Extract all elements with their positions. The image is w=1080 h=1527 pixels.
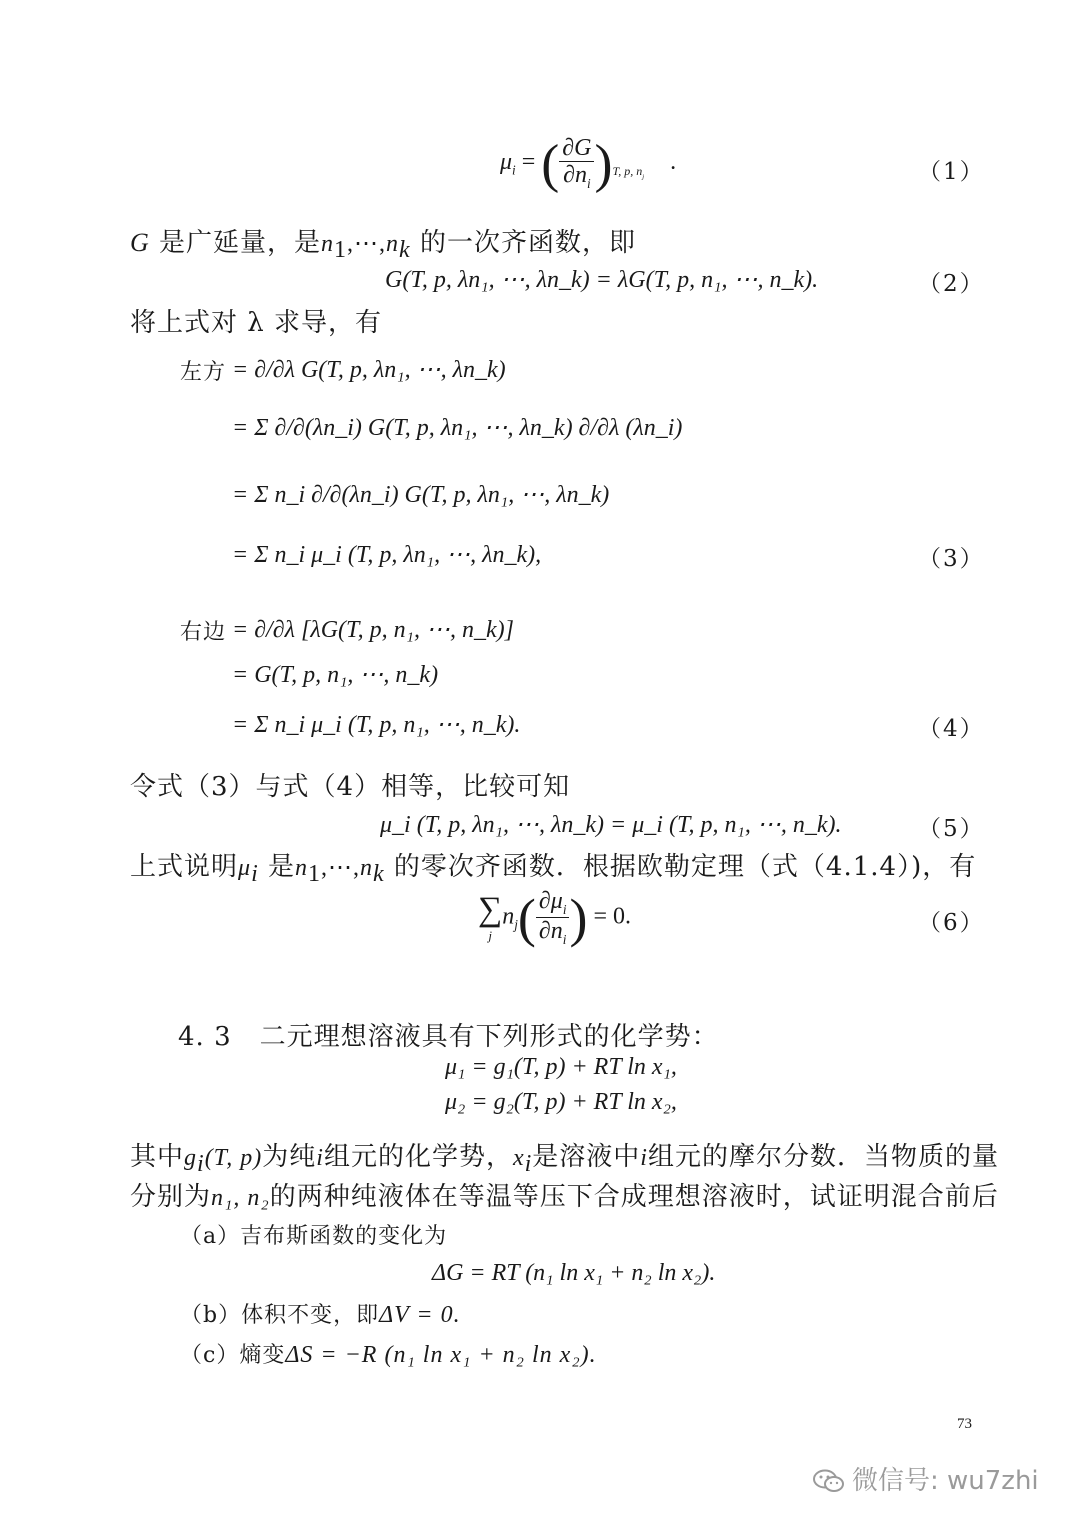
equation-3-label	[180, 355, 226, 386]
eq1-numerator: ∂G	[559, 135, 594, 162]
para1-ellipsis: ,⋯,	[347, 231, 387, 257]
para4-text-g: 的零次齐函数．根据欧勒定理（式（4.1.4）)，有	[384, 852, 977, 882]
body1-x: x	[512, 1145, 525, 1171]
body2-a: 分别为	[130, 1182, 212, 1212]
body1-h: 是溶液中	[532, 1142, 641, 1172]
para4-n1-sub: 1	[308, 861, 321, 888]
eq4-right-label: 右边	[180, 620, 227, 645]
wechat-icon	[812, 1469, 846, 1493]
item-a-label: （a）吉布斯函数的变化为	[180, 1224, 448, 1249]
paragraph-1	[130, 222, 636, 264]
para1-n1-sub: 1	[334, 237, 348, 264]
body1-j: 组元的摩尔分数．当物质的量	[647, 1142, 999, 1172]
para4-nk: n	[360, 855, 373, 881]
para4-mu: μ	[238, 855, 252, 881]
paragraph-3: 令式（3）与式（4）相等，比较可知	[130, 772, 571, 802]
para1-nk-sub: k	[399, 237, 411, 264]
equation-6: ∑ j $n_j$( $\frac{\partial\mu_i}{\partial n_i}$ ) = 0.	[478, 887, 632, 948]
problem-heading	[178, 1016, 719, 1053]
eq4-number: （4）	[918, 716, 985, 742]
eq6-rest: = 0.	[587, 903, 632, 930]
eq1-condition-sub: j	[642, 173, 645, 181]
para1-text-b: 的一次齐函数，即	[410, 228, 636, 258]
eq3-left-label: 左方	[180, 360, 227, 385]
eq4-line-3: = Σ n_i μ_i (T, p, n₁, ⋯, n_k).	[232, 712, 521, 738]
item-b-equation: ΔV = 0.	[379, 1302, 461, 1328]
body1-i1: i	[316, 1145, 324, 1171]
item-b-label: （b）体积不变，即	[180, 1303, 380, 1328]
eq6-sum-index: j	[488, 928, 492, 944]
para1-n1: n	[321, 231, 335, 257]
paragraph-2: 将上式对 λ 求导，有	[130, 308, 383, 338]
eq1-condition: T, p, n	[612, 163, 643, 178]
eq6-n-sub: j	[514, 917, 518, 933]
para1-nk: n	[386, 231, 400, 257]
eq6-numerator: ∂μ	[538, 888, 563, 914]
para4-text-c: 是	[258, 852, 295, 882]
eq1-mu-sub: i	[512, 162, 516, 178]
item-a-equation: ΔG = RT (n₁ ln x₁ + n₂ ln x₂).	[432, 1260, 716, 1286]
equation-1: $\mu_i$ = ( $\frac{\partial G}{\partial n_i}$ )$_{T, p, n_j}$ .	[500, 133, 677, 194]
item-c-label: （c）熵变	[180, 1343, 286, 1368]
eq3-number: （3）	[918, 546, 985, 572]
paragraph-4	[130, 846, 976, 888]
eq2-number: （2）	[918, 271, 985, 297]
eq1-number: （1）	[918, 159, 985, 185]
page-number: 73	[957, 1416, 972, 1432]
body1-a: 其中	[130, 1142, 185, 1172]
para1-G: G	[130, 228, 150, 257]
equation-2: G(T, p, λn₁, ⋯, λn_k) = λG(T, p, n₁, ⋯, n_k).	[385, 267, 819, 293]
eq3-line-3: = Σ n_i ∂/∂(λn_i) G(T, p, λn₁, ⋯, λn_k)	[232, 482, 610, 508]
body1-x-sub: i	[524, 1151, 533, 1178]
eq6-n: n	[502, 903, 515, 930]
eq6-number: （6）	[918, 910, 985, 936]
eq3-line-2: = Σ ∂/∂(λn_i) G(T, p, λn₁, ⋯, λn_k) ∂/∂λ (λn_i)	[232, 415, 683, 441]
eq5-number: （5）	[918, 816, 985, 842]
eq6-denominator-sub: i	[562, 932, 567, 948]
eq1-period: .	[670, 148, 677, 175]
equation-4-label	[180, 615, 226, 646]
para4-mu-sub: i	[251, 861, 259, 888]
para1-text-a: 是广延量，是	[149, 228, 322, 258]
body1-g-sub: i	[197, 1151, 205, 1178]
eq3-line-4: = Σ n_i μ_i (T, p, λn₁, ⋯, λn_k),	[232, 542, 542, 568]
item-c	[180, 1338, 597, 1369]
eq1-mu: μ	[500, 148, 513, 175]
eq1-denominator-sub: i	[586, 176, 591, 192]
watermark	[812, 1460, 1039, 1497]
eq6-numerator-sub: i	[562, 901, 567, 917]
para4-text-a: 上式说明	[130, 852, 239, 882]
body1-f: 组元的化学势，	[323, 1142, 513, 1172]
item-c-equation: ΔS = −R (n₁ ln x₁ + n₂ ln x₂).	[285, 1342, 597, 1368]
eq6-denominator: ∂n	[538, 918, 563, 945]
eq1-equals: =	[521, 148, 536, 175]
eq4-line-2: = G(T, p, n₁, ⋯, n_k)	[232, 662, 439, 688]
problem-title: 二元理想溶液具有下列形式的化学势：	[259, 1022, 719, 1052]
problem-mu2: μ₂ = g₂(T, p) + RT ln x₂,	[445, 1089, 677, 1115]
para4-ellipsis: ,⋯,	[321, 855, 360, 881]
body2-c: 的两种纯液体在等温等压下合成理想溶液时，试证明混合前后	[269, 1182, 999, 1212]
problem-body-line-2	[130, 1176, 999, 1213]
body1-g: g	[184, 1145, 198, 1171]
eq4-line-1: = ∂/∂λ [λG(T, p, n₁, ⋯, n_k)]	[232, 617, 514, 643]
problem-mu1: μ₁ = g₁(T, p) + RT ln x₁,	[445, 1054, 677, 1080]
problem-body-line-1	[130, 1136, 999, 1178]
body2-n12: n₁, n₂	[211, 1185, 270, 1211]
para4-n1: n	[295, 855, 308, 881]
item-b	[180, 1298, 461, 1329]
eq1-denominator: ∂n	[563, 162, 587, 189]
para4-nk-sub: k	[373, 861, 385, 888]
watermark-text: 微信号: wu7zhi	[852, 1466, 1039, 1496]
body1-args: (T, p)	[204, 1145, 263, 1171]
body1-d: 为纯	[262, 1142, 317, 1172]
body1-i2: i	[640, 1145, 648, 1171]
eq3-line-1: = ∂/∂λ G(T, p, λn₁, ⋯, λn_k)	[232, 357, 506, 383]
equation-5: μ_i (T, p, λn₁, ⋯, λn_k) = μ_i (T, p, n₁, ⋯, n_k).	[380, 812, 842, 838]
problem-number: 4. 3	[178, 1022, 232, 1052]
